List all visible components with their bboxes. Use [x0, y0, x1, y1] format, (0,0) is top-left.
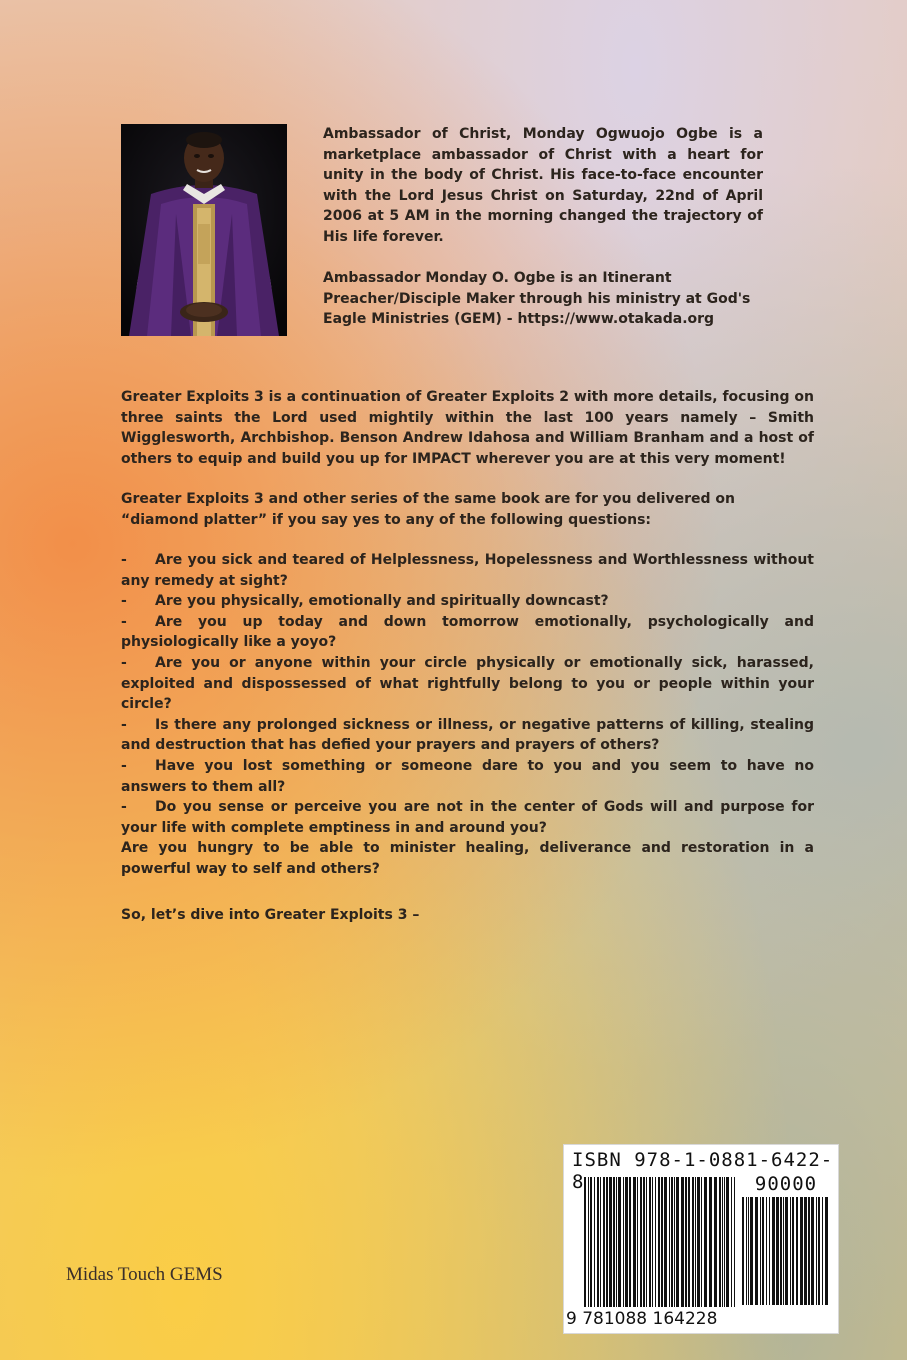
- barcode-bar: [625, 1177, 628, 1307]
- barcode-bar: [646, 1177, 647, 1307]
- question-text: Have you lost something or someone dare to you and you seem to have no answers to them all?: [121, 757, 814, 795]
- barcode-bar: [613, 1177, 615, 1307]
- question-text: Are you physically, emotionally and spiritually downcast?: [155, 593, 609, 610]
- barcode-bar: [742, 1197, 744, 1305]
- publisher-name: Midas Touch GEMS: [66, 1264, 223, 1285]
- bullet-dash: -: [121, 613, 127, 630]
- question-text: Are you sick and teared of Helplessness, Hopelessness and Worthlessness without any remedy at sight?: [121, 552, 814, 589]
- barcode-bar: [762, 1197, 764, 1305]
- barcode-bar: [664, 1177, 667, 1307]
- question-text: Are you or anyone within your circle physically or emotionally sick, harassed, exploited and dispossessed of what rightfully belong to you or people within your circle?: [121, 654, 814, 713]
- barcode-bar: [731, 1177, 732, 1307]
- barcode-bar: [655, 1177, 656, 1307]
- bullet-dash: -: [121, 593, 127, 610]
- bullet-dash: -: [121, 552, 127, 568]
- barcode-bar: [818, 1197, 820, 1305]
- barcode-bar: [671, 1177, 673, 1307]
- barcode-bar: [688, 1177, 690, 1307]
- closing-line: So, let’s dive into Greater Exploits 3 –: [121, 907, 420, 923]
- barcode-bar: [719, 1177, 721, 1307]
- barcode-bar: [825, 1197, 828, 1305]
- barcode-bar: [792, 1197, 794, 1305]
- barcode-bar: [590, 1177, 592, 1307]
- barcode-bar: [822, 1197, 823, 1305]
- author-photo: [121, 124, 287, 336]
- question-item: [121, 591, 814, 612]
- barcode-bar: [709, 1177, 712, 1307]
- barcode-bar: [804, 1197, 807, 1305]
- questions-list: [121, 550, 814, 880]
- barcode-bar: [800, 1197, 803, 1305]
- bullet-dash: -: [121, 654, 127, 671]
- barcode-bar: [704, 1177, 707, 1307]
- isbn-label: ISBN 978-1-0881-6422-8: [572, 1149, 834, 1193]
- barcode-bar: [766, 1197, 767, 1305]
- question-item: [121, 612, 814, 653]
- barcode-bar: [649, 1177, 651, 1307]
- barcode-bar: [584, 1177, 586, 1307]
- barcode-bar: [748, 1197, 749, 1305]
- barcode-bar: [652, 1177, 653, 1307]
- question-text: Do you sense or perceive you are not in the center of Gods will and purpose for your life with complete emptiness in and around you?: [121, 799, 814, 836]
- question-item: [121, 653, 814, 715]
- barcode-bar: [722, 1177, 723, 1307]
- addon-barcode-bars: [742, 1197, 830, 1307]
- barcode-bar: [658, 1177, 660, 1307]
- author-ministry-paragraph: [323, 268, 763, 330]
- ministry-line-3: Eagle Ministries (GEM) - https://www.otakada.org: [323, 311, 715, 328]
- barcode-bar: [808, 1197, 810, 1305]
- barcode-bar: [606, 1177, 608, 1307]
- barcode-bar: [780, 1197, 782, 1305]
- barcode-bar: [701, 1177, 702, 1307]
- question-text: Are you up today and down tomorrow emotionally, psychologically and physiologically like a yoyo?: [121, 613, 814, 651]
- barcode-bar: [790, 1197, 791, 1305]
- barcode-bar: [681, 1177, 684, 1307]
- barcode-bar: [692, 1177, 694, 1307]
- barcode-bar: [633, 1177, 636, 1307]
- barcode-bar: [724, 1177, 725, 1307]
- questions-lead-paragraph: Greater Exploits 3 and other series of the same book are for you delivered on “diamond platter” if you say yes to any of the following questions:: [121, 491, 735, 528]
- author-portrait-illustration: [121, 124, 287, 336]
- barcode-bar: [588, 1177, 589, 1307]
- barcode-bar: [685, 1177, 687, 1307]
- barcode-bar: [669, 1177, 670, 1307]
- barcode-bar: [676, 1177, 679, 1307]
- barcode-bar: [816, 1197, 817, 1305]
- question-item: [121, 715, 814, 756]
- ean-barcode-bars: [584, 1177, 736, 1311]
- bullet-dash: -: [121, 757, 127, 774]
- barcode-bar: [594, 1177, 595, 1307]
- book-intro-paragraph: Greater Exploits 3 is a continuation of Greater Exploits 2 with more details, focusing on three saints the Lord used mightily within the last 100 years namely – Smith Wigglesworth, Archbishop. Benson Andrew Idahosa and William Branham and a host of others to equip and build you up for IMPACT wherever you are at this very moment!: [121, 389, 814, 467]
- barcode-bar: [597, 1177, 599, 1307]
- price-code: 90000: [754, 1173, 818, 1195]
- barcode-bar: [750, 1197, 753, 1305]
- barcode-bar: [623, 1177, 624, 1307]
- barcode-bar: [674, 1177, 675, 1307]
- barcode-bar: [609, 1177, 612, 1307]
- barcode-bar: [643, 1177, 645, 1307]
- barcode-bar: [637, 1177, 638, 1307]
- barcode-bar: [746, 1197, 747, 1305]
- barcode-bar: [629, 1177, 631, 1307]
- bullet-dash: -: [121, 716, 127, 733]
- question-text: Is there any prolonged sickness or illness, or negative patterns of killing, stealing and destruction that has defied your prayers and prayers of others?: [121, 716, 814, 754]
- barcode-bar: [600, 1177, 601, 1307]
- bullet-dash: -: [121, 799, 127, 816]
- barcode-bar: [796, 1197, 798, 1305]
- barcode-bar: [785, 1197, 788, 1305]
- barcode-bar: [697, 1177, 700, 1307]
- barcode-bar: [734, 1177, 735, 1307]
- barcode-bar: [783, 1197, 784, 1305]
- barcode-bar: [811, 1197, 814, 1305]
- question-text: Are you hungry to be able to minister healing, deliverance and restoration in a powerful way to self and others?: [121, 840, 814, 877]
- barcode-bar: [769, 1197, 770, 1305]
- ean-digits: 9 781088 164228: [566, 1309, 718, 1329]
- barcode-bar: [776, 1197, 779, 1305]
- barcode-bar: [640, 1177, 642, 1307]
- barcode-bar: [714, 1177, 717, 1307]
- barcode-bar: [616, 1177, 617, 1307]
- barcode-bar: [760, 1197, 761, 1305]
- ministry-line-2: Preacher/Disciple Maker through his ministry at God's: [323, 290, 751, 307]
- barcode-bar: [603, 1177, 605, 1307]
- question-item: [121, 797, 814, 838]
- barcode-bar: [772, 1197, 775, 1305]
- barcode-bar: [695, 1177, 696, 1307]
- author-bio-paragraph: Ambassador of Christ, Monday Ogwuojo Ogbe is a marketplace ambassador of Christ with a heart for unity in the body of Christ. His face-to-face encounter with the Lord Jesus Christ on Saturday, 22nd of April 2006 at 5 AM in the morning changed the trajectory of His life forever.: [323, 126, 763, 245]
- question-item: [121, 756, 814, 797]
- barcode-bar: [618, 1177, 621, 1307]
- question-item: [121, 550, 814, 591]
- ministry-line-1: Ambassador Monday O. Ogbe is an Itinerant: [323, 270, 672, 286]
- question-item: [121, 838, 814, 879]
- isbn-barcode: [563, 1144, 839, 1334]
- barcode-bar: [755, 1197, 758, 1305]
- barcode-bar: [661, 1177, 663, 1307]
- barcode-bar: [726, 1177, 729, 1307]
